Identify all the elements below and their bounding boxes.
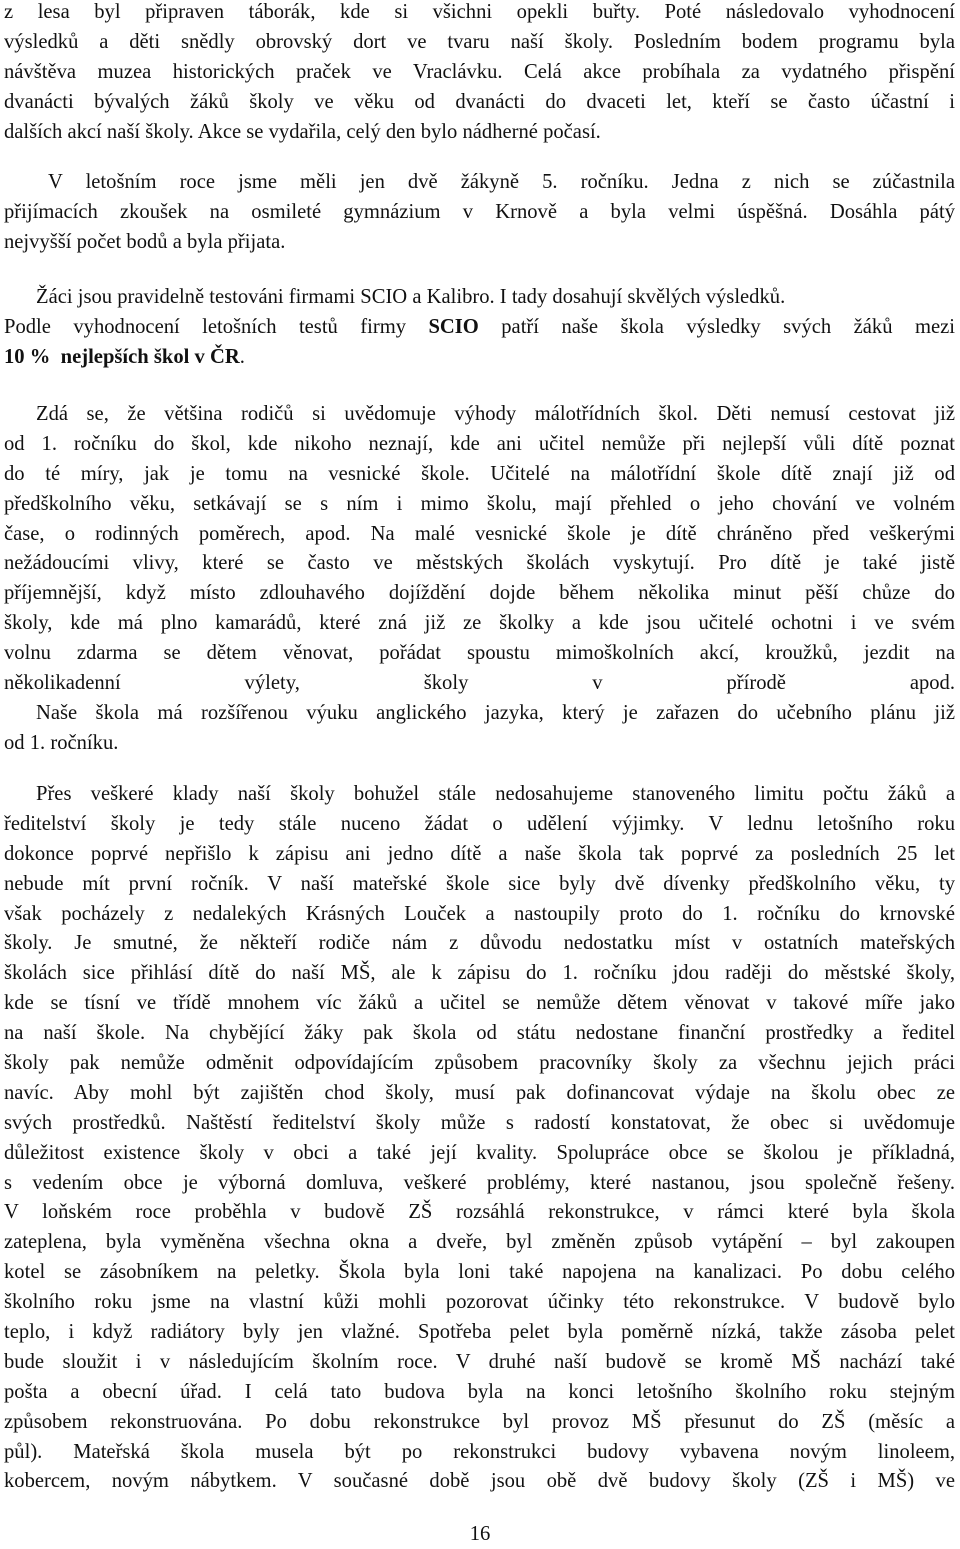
text-line: nežádoucími vlivy, které se často ve městských školách vyskytují. Pro dítě je také jistě [4,552,955,575]
text-segment: patří naše škola výsledky svých žáků mezi [478,315,955,338]
text-segment: Podle vyhodnocení letošních testů firmy [4,315,429,338]
paragraph-small-schools [4,400,955,759]
text-line: Přes veškeré klady naší školy bohužel stále nedosahujeme stanoveného limitu počtu žáků a [36,783,955,805]
text-line: navíc. Aby mohl být zajištěn chod školy, musí pak dofinancovat výdaje na školu obec ze [4,1081,955,1104]
text-line: přijímacích zkoušek na osmileté gymnázium v Krnově a byla velmi úspěšná. Dosáhla pátý [4,200,955,223]
text-line: Zdá se, že většina rodičů si uvědomuje výhody málotřídních škol. Děti nemusí cestovat již [36,403,955,425]
text-line: od 1. ročníku. [4,731,119,754]
text-line: svých prostředků. Naštěstí ředitelství školy může s radostí konstatovat, že obec si uvědomuje [4,1111,955,1134]
text-line: do té míry, jak je tomu na vesnické škole. Učitelé na málotřídní škole dítě znají již od [4,462,955,485]
text-line: návštěva muzea historických praček ve Vraclávku. Celá akce probíhala za vydatného přispění [4,60,955,83]
text-line: školy pak nemůže odměnit odpovídajícím způsobem pracovníky školy za všechnu jejich práci [4,1052,955,1075]
text-line: kotel se zásobníkem na peletky. Škola byla loni také napojena na kanalizaci. Po dobu celého [4,1261,955,1284]
scio-emphasis: SCIO [428,315,479,338]
text-line: V loňském roce proběhla v budově ZŠ rozsáhlá rekonstrukce, v rámci které byla škola [4,1201,955,1224]
text-line [4,313,955,343]
paragraph-fifth-grade [4,168,955,258]
text-line: způsobem rekonstruována. Po dobu rekonstrukce byl provoz MŠ přesunut do ZŠ (měsíc a [4,1410,955,1433]
text-line: V letošním roce jsme měli jen dvě žákyně 5. ročníku. Jedna z nich se zúčastnila [48,171,955,193]
text-line: bude sloužit i v následujícím školním roce. V druhé naší budově se kromě MŠ nachází také [4,1350,955,1373]
text-line: příjemnější, když místo zdlouhavého dojíždění dojde během několika minut pěší chůze do [4,582,955,605]
paragraph-event-end [4,0,955,147]
text-line: dalších akcí naší školy. Akce se vydařila, celý den bylo nádherné počasí. [4,120,601,143]
text-line: však pocházely z nedalekých Krásných Louček a nastoupily proto do 1. ročníku do krnovské [4,902,955,925]
text-line: od 1. ročníku do škol, kde nikoho neznají, kde ani učitel nemůže při nejlepší vůli dítě poznat [4,432,955,455]
paragraph-enrollment [4,780,955,1497]
text-line: školy. Je smutné, že někteří rodiče nám z důvodu nedostatku míst v ostatních mateřských [4,932,955,955]
text-line: výsledků a děti snědly obrovský dort ve tvaru naší školy. Posledním bodem programu byla [4,30,955,53]
text-line: nebude mít první ročník. V naší mateřské škole sice byly dvě dívenky předškolního věku, ty [4,872,955,895]
text-line: Žáci jsou pravidelně testováni firmami SCIO a Kalibro. I tady dosahují skvělých výsledků. [36,286,786,308]
top-schools-emphasis: 10 % nejlepších škol v ČR [4,345,240,368]
text-line: dokonce poprvé nepřišlo k zápisu ani jedno dítě a naše škola tak poprvé za posledních 25 let [4,842,955,865]
text-line: Naše škola má rozšířenou výuku anglického jazyka, který je zařazen do učebního plánu již [36,701,955,724]
text-line: půl). Mateřská škola musela být po rekonstrukci budovy vybavena novým linoleem, [4,1440,955,1463]
text-line: na naší škole. Na chybějící žáky pak škola od státu nedostane finanční prostředky a ředitel [4,1022,955,1045]
text-line: důležitost existence školy v obci a také její kvality. Spolupráce obce se školou je příkladná, [4,1141,955,1164]
text-line: školy, kde má plno kamarádů, které zná již ze školky a kde jsou učitelé ochotni i ve svém [4,612,955,635]
text-line: ředitelství školy je tedy stále nuceno žádat o udělení výjimky. V lednu letošního roku [4,812,955,835]
text-line: pošta a obecní úřad. I celá tato budova byla na konci letošního školního roku stejným [4,1380,955,1403]
text-line: z lesa byl připraven táborák, kde si všichni opekli buřty. Poté následovalo vyhodnocení [4,1,955,23]
text-line: několikadenní výlety, školy v přírodě apod. [4,672,955,695]
paragraph-testing [4,283,955,373]
text-line: volnu zdarma se dětem věnovat, pořádat spoustu mimoškolních akcí, kroužků, jezdit na [4,642,955,665]
page-number: 16 [469,1523,491,1545]
text-line: čase, o rodinných poměrech, apod. Na malé vesnické škole je dítě chráněno před veškerými [4,522,955,545]
text-line: s vedením obce je výborná domluva, veškeré problémy, které nastanou, jsou společně řešeny. [4,1171,955,1194]
text-line [4,343,955,373]
text-line: nejvyšší počet bodů a byla přijata. [4,230,286,253]
text-line: předškolního věku, setkávají se s ním i mimo školu, mají přehled o jeho chování ve volném [4,492,955,515]
text-segment: . [239,345,245,368]
text-line: kobercem, novým nábytkem. V současné době jsou obě dvě budovy školy (ZŠ i MŠ) ve [4,1470,955,1493]
text-line: teplo, i když radiátory byly jen vlažné. Spotřeba pelet byla poměrně nízká, takže zásoba pelet [4,1321,955,1344]
text-line: dvanácti bývalých žáků školy ve věku od dvanácti do dvaceti let, kteří se často účastní i [4,90,955,113]
text-line: zateplena, byla vyměněna všechna okna a dveře, byl změněn způsob vytápění – byl zakoupen [4,1231,955,1254]
text-line: školách sice přihlásí dítě do naší MŠ, ale k zápisu do 1. ročníku jdou raději do městské školy, [4,962,955,985]
text-line: kde se tísní ve třídě mnohem víc žáků a učitel se nemůže dětem věnovat v takové míře jako [4,992,955,1015]
text-line: školního roku jsme na vlastní kůži mohli pozorovat účinky této rekonstrukce. V budově bylo [4,1291,955,1314]
